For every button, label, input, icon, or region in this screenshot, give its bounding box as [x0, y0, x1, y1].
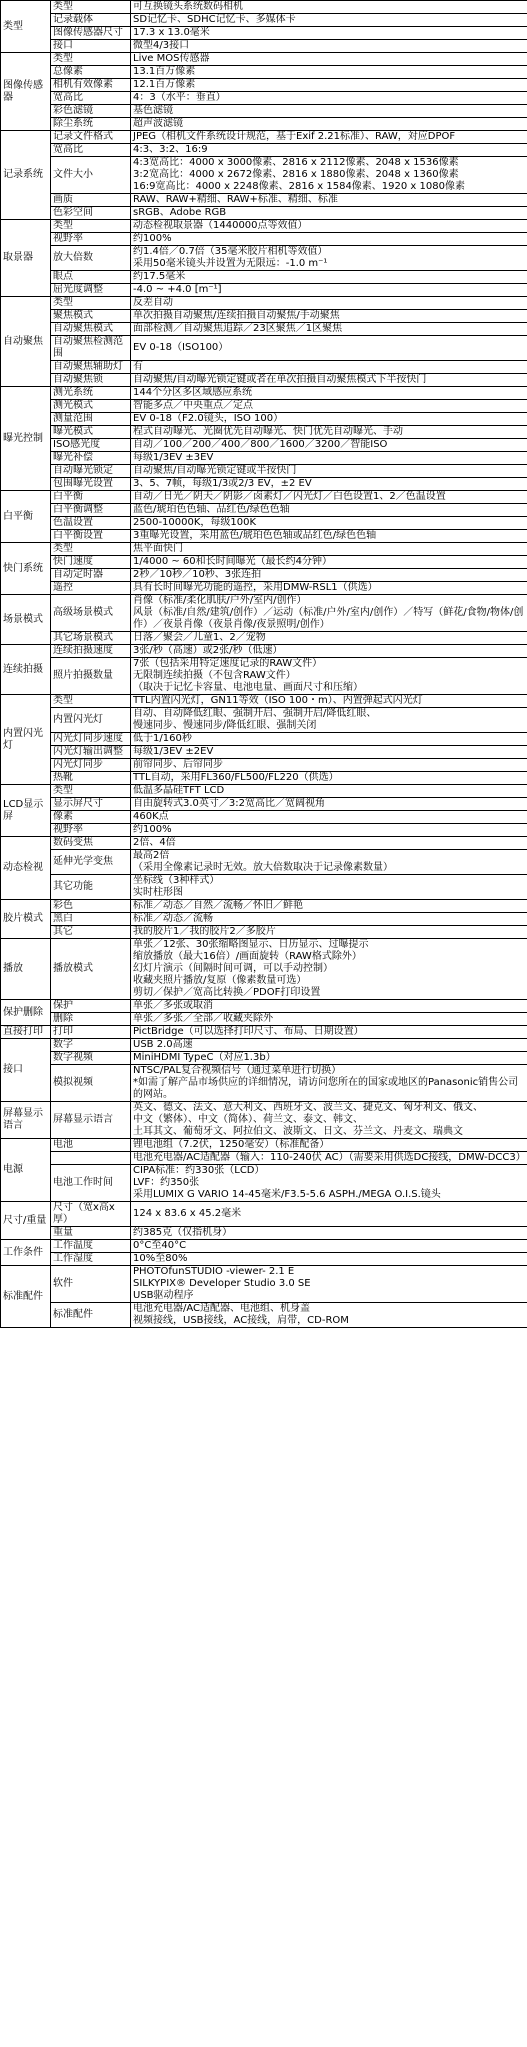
item-value-cell: SD记忆卡、SDHC记忆卡、多媒体卡: [131, 14, 527, 27]
spec-row: [1, 1139, 527, 1152]
value-line: 无限制连续拍摄（不包含RAW文件）: [133, 670, 296, 681]
item-value-cell: 10%至80%: [131, 1253, 527, 1266]
item-value-cell: EV 0-18（F2.0镜头，ISO 100）: [131, 413, 527, 426]
item-label-cell: 延伸光学变焦: [51, 850, 131, 875]
value-line: 土耳其文、葡萄牙文、阿拉伯文、波斯文、日文、芬兰文、丹麦文、瑞典文: [133, 1126, 463, 1137]
item-label-cell: 类型: [51, 695, 131, 708]
spec-row: [1, 595, 527, 632]
item-value-cell: USB 2.0高速: [131, 1039, 527, 1052]
item-value-cell: sRGB、Adobe RGB: [131, 207, 527, 220]
item-value-cell: 动态检视取景器（1440000点等效值）: [131, 220, 527, 233]
item-value-cell: 144个分区多区域感应系统: [131, 387, 527, 400]
item-value-cell: 锂电池组（7.2伏，1250毫安）（标准配备）: [131, 1139, 527, 1152]
spec-row: [1, 875, 527, 900]
item-label-cell: 电池: [51, 1139, 131, 1152]
item-label-cell: 打印: [51, 1026, 131, 1039]
spec-row: [1, 850, 527, 875]
category-cell: 自动聚焦: [1, 297, 51, 387]
item-value-cell: 面部检测／自动聚焦追踪／23区聚焦／1区聚焦: [131, 323, 527, 336]
item-label-cell: 除尘系统: [51, 118, 131, 131]
category-cell: 标准配件: [1, 1266, 51, 1328]
spec-row: [1, 14, 527, 27]
category-cell: 曝光控制: [1, 387, 51, 491]
item-label-cell: 自动聚焦模式: [51, 323, 131, 336]
item-label-cell: 类型: [51, 785, 131, 798]
item-label-cell: 白平衡调整: [51, 504, 131, 517]
item-value-cell: 智能多点／中央重点／定点: [131, 400, 527, 413]
spec-row: [1, 746, 527, 759]
spec-row: [1, 79, 527, 92]
value-line: 最高2倍: [133, 850, 170, 861]
item-label-cell: 自动定时器: [51, 569, 131, 582]
item-label-cell: 其它场景模式: [51, 632, 131, 645]
value-line: 肖像（标准/柔化肌肤/户外/室内/创作）: [133, 595, 307, 606]
spec-row: [1, 310, 527, 323]
item-label-cell: 数字视频: [51, 1052, 131, 1065]
item-value-cell: 12.1百万像素: [131, 79, 527, 92]
item-label-cell: 测量范围: [51, 413, 131, 426]
item-value-cell: 124 x 83.6 x 45.2毫米: [131, 1202, 527, 1227]
spec-row: [1, 53, 527, 66]
item-label-cell: 接口: [51, 40, 131, 53]
item-value-cell: 自动／日光／阴天／阴影／卤素灯／闪光灯／白色设置1、2／色温设置: [131, 491, 527, 504]
item-value-cell: MiniHDMI TypeC（对应1.3b）: [131, 1052, 527, 1065]
item-value-cell: [131, 1102, 527, 1139]
spec-row: [1, 900, 527, 913]
category-cell: 工作条件: [1, 1240, 51, 1266]
item-label-cell: 其它: [51, 926, 131, 939]
spec-row: [1, 556, 527, 569]
spec-row: [1, 66, 527, 79]
item-label-cell: 显示屏尺寸: [51, 798, 131, 811]
value-line: 坐标线（3种样式）: [133, 875, 220, 886]
value-line: 缩放播放（最大16倍）/画面旋转（RAW格式除外）: [133, 951, 362, 962]
category-cell: 记录系统: [1, 131, 51, 220]
spec-row: [1, 1165, 527, 1202]
item-label-cell: 闪光灯输出调整: [51, 746, 131, 759]
item-label-cell: 自动聚焦锁: [51, 374, 131, 387]
item-value-cell: 13.1百万像素: [131, 66, 527, 79]
value-line: LVF：约350张: [133, 1177, 200, 1188]
item-value-cell: EV 0-18（ISO100）: [131, 336, 527, 361]
item-value-cell: 我的胶片1／我的胶片2／多胶片: [131, 926, 527, 939]
value-line: 3:2宽高比：4000 x 2672像素、2816 x 1880像素、2048 x 1360像素: [133, 169, 459, 180]
spec-row: [1, 439, 527, 452]
item-label-cell: 测光系统: [51, 387, 131, 400]
spec-row: [1, 1052, 527, 1065]
item-value-cell: 基色滤镜: [131, 105, 527, 118]
spec-row: [1, 297, 527, 310]
spec-row: [1, 913, 527, 926]
value-line: 剪切／保护／宽高比转换／PDOF打印设置: [133, 987, 321, 998]
item-value-cell: 0°C至40°C: [131, 1240, 527, 1253]
spec-row: [1, 1240, 527, 1253]
value-line: 幻灯片演示（间隔时间可调，可以手动控制）: [133, 963, 333, 974]
value-line: 16:9宽高比：4000 x 2248像素、2816 x 1584像素、1920 x 1080像素: [133, 181, 465, 192]
item-label-cell: 视野率: [51, 233, 131, 246]
item-label-cell: 照片拍摄数量: [51, 658, 131, 695]
item-value-cell: 前帘同步、后帘同步: [131, 759, 527, 772]
spec-row: [1, 361, 527, 374]
spec-row: [1, 157, 527, 194]
item-label-cell: 电池工作时间: [51, 1165, 131, 1202]
item-label-cell: 闪光灯同步速度: [51, 733, 131, 746]
item-value-cell: 自动／100／200／400／800／1600／3200／智能ISO: [131, 439, 527, 452]
item-label-cell: 模拟视频: [51, 1065, 131, 1102]
value-line: 英文、德文、法文、意大利文、西班牙文、波兰文、捷克文、匈牙利文、俄文、: [133, 1102, 483, 1113]
spec-row: [1, 491, 527, 504]
category-cell: 图像传感器: [1, 53, 51, 131]
spec-row: [1, 194, 527, 207]
item-value-cell: 约100%: [131, 233, 527, 246]
spec-row: [1, 695, 527, 708]
item-value-cell: 日落／聚会／儿童1、2／宠物: [131, 632, 527, 645]
item-label-cell: 类型: [51, 1, 131, 14]
value-line: *如需了解产品市场供应的详细情况，请访问您所在的国家或地区的Panasonic销售公司的网站。: [133, 1077, 519, 1100]
spec-row: [1, 1152, 527, 1165]
spec-row: [1, 1253, 527, 1266]
value-line: 慢速同步、慢速同步/降低红眼、强制关闭: [133, 720, 317, 731]
item-value-cell: PictBridge（可以选择打印尺寸、布局、日期设置）: [131, 1026, 527, 1039]
item-value-cell: TTL自动，采用FL360/FL500/FL220（供选）: [131, 772, 527, 785]
category-cell: 屏幕显示语言: [1, 1102, 51, 1139]
category-cell: 连续拍摄: [1, 645, 51, 695]
item-value-cell: 自动聚焦/自动曝光锁定键或半按快门: [131, 465, 527, 478]
value-line: CIPA标准：约330张（LCD）: [133, 1165, 265, 1176]
item-label-cell: 白平衡: [51, 491, 131, 504]
item-label-cell: 自动曝光锁定: [51, 465, 131, 478]
spec-row: [1, 658, 527, 695]
spec-row: [1, 543, 527, 556]
item-value-cell: [131, 1303, 527, 1328]
spec-row: [1, 105, 527, 118]
item-label-cell: 像素: [51, 811, 131, 824]
item-value-cell: 程式自动曝光、光圈优先自动曝光、快门优先自动曝光、手动: [131, 426, 527, 439]
spec-row: [1, 336, 527, 361]
spec-row: [1, 40, 527, 53]
item-value-cell: [131, 939, 527, 1000]
item-label-cell: 记录载体: [51, 14, 131, 27]
item-label-cell: 文件大小: [51, 157, 131, 194]
spec-row: [1, 530, 527, 543]
spec-row: [1, 811, 527, 824]
item-label-cell: 图像传感器尺寸: [51, 27, 131, 40]
category-cell: 直接打印: [1, 1026, 51, 1039]
spec-row: [1, 246, 527, 271]
item-label-cell: 数码变焦: [51, 837, 131, 850]
item-value-cell: -4.0 ~ +4.0 [m⁻¹]: [131, 284, 527, 297]
spec-table-body: [1, 1, 527, 1328]
item-value-cell: 每级1/3EV ±2EV: [131, 746, 527, 759]
value-line: PHOTOfunSTUDIO -viewer- 2.1 E: [133, 1266, 295, 1277]
spec-row: [1, 131, 527, 144]
item-value-cell: [131, 875, 527, 900]
spec-row: [1, 1266, 527, 1303]
value-line: 电池充电器/AC适配器、电池组、机身盖: [133, 1303, 311, 1314]
item-label-cell: 聚焦模式: [51, 310, 131, 323]
spec-row: [1, 837, 527, 850]
category-cell: LCD显示屏: [1, 785, 51, 837]
item-label-cell: 屏幕显示语言: [51, 1102, 131, 1139]
spec-row: [1, 220, 527, 233]
item-value-cell: 约385克（仅指机身）: [131, 1227, 527, 1240]
category-cell: 尺寸/重量: [1, 1202, 51, 1240]
item-label-cell: 类型: [51, 53, 131, 66]
spec-row: [1, 939, 527, 1000]
item-value-cell: 低温多晶硅TFT LCD: [131, 785, 527, 798]
item-label-cell: 画质: [51, 194, 131, 207]
item-value-cell: 2500-10000K，每级100K: [131, 517, 527, 530]
item-label-cell: 曝光补偿: [51, 452, 131, 465]
item-label-cell: 类型: [51, 220, 131, 233]
item-value-cell: 反差自动: [131, 297, 527, 310]
item-value-cell: 4:3、3:2、16:9: [131, 144, 527, 157]
item-value-cell: 焦平面快门: [131, 543, 527, 556]
value-line: USB驱动程序: [133, 1290, 194, 1301]
item-label-cell: 记录文件格式: [51, 131, 131, 144]
value-line: 实时柱形图: [133, 887, 183, 898]
item-value-cell: [131, 246, 527, 271]
spec-row: [1, 426, 527, 439]
item-value-cell: [131, 1065, 527, 1102]
spec-row: [1, 465, 527, 478]
spec-row: [1, 759, 527, 772]
item-label-cell: 软件: [51, 1266, 131, 1303]
category-cell: 场景模式: [1, 595, 51, 645]
value-line: 4:3宽高比：4000 x 3000像素、2816 x 2112像素、2048 x 1536像素: [133, 157, 459, 168]
item-label-cell: 删除: [51, 1013, 131, 1026]
item-label-cell: 色温设置: [51, 517, 131, 530]
item-label-cell: 类型: [51, 543, 131, 556]
spec-row: [1, 374, 527, 387]
spec-row: [1, 1303, 527, 1328]
item-value-cell: [131, 595, 527, 632]
item-value-cell: [131, 708, 527, 733]
spec-row: [1, 284, 527, 297]
spec-row: [1, 400, 527, 413]
value-line: SILKYPIX® Developer Studio 3.0 SE: [133, 1278, 311, 1289]
value-line: NTSC/PAL复合视频信号（通过菜单进行切换）: [133, 1065, 342, 1076]
spec-row: [1, 207, 527, 220]
item-label-cell: 尺寸（宽x高x厚）: [51, 1202, 131, 1227]
spec-row: [1, 926, 527, 939]
item-value-cell: 标准／动态／自然／流畅／怀旧／鲜艳: [131, 900, 527, 913]
item-label-cell: [51, 1152, 131, 1165]
spec-row: [1, 1, 527, 14]
value-line: 约1.4倍／0.7倍（35毫米胶片相机等效值）: [133, 246, 328, 257]
value-line: 采用50毫米镜头并设置为无限远：-1.0 m⁻¹: [133, 258, 328, 269]
value-line: 中文（繁体）、中文（简体）、荷兰文、泰文、韩文、: [133, 1114, 363, 1125]
item-value-cell: 17.3 x 13.0毫米: [131, 27, 527, 40]
item-label-cell: 自动聚焦辅助灯: [51, 361, 131, 374]
spec-row: [1, 233, 527, 246]
item-label-cell: 视野率: [51, 824, 131, 837]
spec-row: [1, 452, 527, 465]
category-cell: 胶片模式: [1, 900, 51, 939]
value-line: 7张（包括采用特定速度记录的RAW文件）: [133, 658, 323, 669]
item-value-cell: 3张/秒（高速）或2张/秒（低速）: [131, 645, 527, 658]
item-value-cell: 标准／动态／流畅: [131, 913, 527, 926]
item-label-cell: 白平衡设置: [51, 530, 131, 543]
item-label-cell: 数字: [51, 1039, 131, 1052]
spec-row: [1, 478, 527, 491]
spec-row: [1, 1102, 527, 1139]
category-cell: 类型: [1, 1, 51, 53]
item-value-cell: 电池充电器/AC适配器（输入：110-240伏 AC）（需要采用供选DC接线，DMW-DCC3）: [131, 1152, 527, 1165]
item-label-cell: 内置闪光灯: [51, 708, 131, 733]
item-label-cell: 屈光度调整: [51, 284, 131, 297]
value-line: 视频接线，USB接线，AC接线，肩带，CD-ROM: [133, 1315, 349, 1326]
item-value-cell: 蓝色/琥珀色色轴、品红色/绿色色轴: [131, 504, 527, 517]
category-cell: 内置闪光灯: [1, 695, 51, 785]
item-value-cell: 单次拍摄自动聚焦/连续拍摄自动聚焦/手动聚焦: [131, 310, 527, 323]
spec-row: [1, 144, 527, 157]
value-line: 风景（标准/自然/建筑/创作）／运动（标准/户外/室内/创作）／特写（鲜花/食物/物体/创作）／夜景肖像（夜景肖像/夜景照明/创作）: [133, 607, 524, 630]
item-label-cell: 测光模式: [51, 400, 131, 413]
spec-row: [1, 798, 527, 811]
spec-row: [1, 824, 527, 837]
item-label-cell: 宽高比: [51, 144, 131, 157]
item-label-cell: 相机有效像素: [51, 79, 131, 92]
category-cell: 快门系统: [1, 543, 51, 595]
item-label-cell: 遥控: [51, 582, 131, 595]
spec-row: [1, 517, 527, 530]
item-value-cell: 自动聚焦/自动曝光锁定键或者在单次拍摄自动聚焦模式下半按快门: [131, 374, 527, 387]
item-label-cell: 曝光模式: [51, 426, 131, 439]
item-label-cell: 包围曝光设置: [51, 478, 131, 491]
item-label-cell: 热靴: [51, 772, 131, 785]
item-label-cell: 标准配件: [51, 1303, 131, 1328]
spec-row: [1, 582, 527, 595]
value-line: 收藏夹照片播放/复原（像素数量可选）: [133, 975, 307, 986]
category-cell: 接口: [1, 1039, 51, 1102]
category-cell: 电源: [1, 1139, 51, 1202]
spec-row: [1, 645, 527, 658]
category-cell: 保护删除: [1, 1000, 51, 1026]
item-value-cell: [131, 658, 527, 695]
item-value-cell: RAW、RAW+精细、RAW+标准、精细、标准: [131, 194, 527, 207]
category-cell: 取景器: [1, 220, 51, 297]
item-label-cell: 闪光灯同步: [51, 759, 131, 772]
item-value-cell: 微型4/3接口: [131, 40, 527, 53]
item-label-cell: 黑白: [51, 913, 131, 926]
item-label-cell: 自动聚焦检测范围: [51, 336, 131, 361]
item-value-cell: TTL内置闪光灯，GN11等效（ISO 100・m）、内置弹起式闪光灯: [131, 695, 527, 708]
spec-row: [1, 569, 527, 582]
value-line: 单张／12张、30张缩略图显示、日历显示、过曝提示: [133, 939, 369, 950]
item-value-cell: 约17.5毫米: [131, 271, 527, 284]
spec-row: [1, 323, 527, 336]
item-value-cell: 1/4000 ~ 60和长时间曝光（最长约4分钟）: [131, 556, 527, 569]
item-value-cell: 约100%: [131, 824, 527, 837]
spec-row: [1, 387, 527, 400]
item-label-cell: 快门速度: [51, 556, 131, 569]
spec-row: [1, 632, 527, 645]
item-label-cell: 宽高比: [51, 92, 131, 105]
spec-row: [1, 772, 527, 785]
spec-row: [1, 785, 527, 798]
item-label-cell: 连续拍摄速度: [51, 645, 131, 658]
item-value-cell: 单张／多张或取消: [131, 1000, 527, 1013]
spec-row: [1, 1202, 527, 1227]
spec-row: [1, 1000, 527, 1013]
spec-row: [1, 1227, 527, 1240]
item-label-cell: 播放模式: [51, 939, 131, 1000]
item-value-cell: 超声波滤镜: [131, 118, 527, 131]
item-label-cell: 彩色: [51, 900, 131, 913]
value-line: （取决于记忆卡容量、电池电量、画面尺寸和压缩）: [133, 682, 363, 693]
item-value-cell: 自由旋转式3.0英寸／3:2宽高比／宽阔视角: [131, 798, 527, 811]
spec-row: [1, 504, 527, 517]
item-value-cell: Live MOS传感器: [131, 53, 527, 66]
value-line: 采用LUMIX G VARIO 14-45毫米/F3.5-5.6 ASPH./MEGA O.I.S.镜头: [133, 1189, 441, 1200]
spec-row: [1, 27, 527, 40]
spec-row: [1, 1013, 527, 1026]
category-cell: 动态检视: [1, 837, 51, 900]
value-line: 自动、自动降低红眼、强制开启、强制开启/降低红眼、: [133, 708, 377, 719]
item-value-cell: 有: [131, 361, 527, 374]
item-value-cell: 低于1/160秒: [131, 733, 527, 746]
item-value-cell: 4：3（水平：垂直）: [131, 92, 527, 105]
item-label-cell: 高级场景模式: [51, 595, 131, 632]
category-cell: 白平衡: [1, 491, 51, 543]
item-value-cell: 2倍、4倍: [131, 837, 527, 850]
item-label-cell: 其它功能: [51, 875, 131, 900]
item-value-cell: [131, 1266, 527, 1303]
item-value-cell: [131, 850, 527, 875]
item-label-cell: 眼点: [51, 271, 131, 284]
spec-row: [1, 733, 527, 746]
item-value-cell: 可互换镜头系统数码相机: [131, 1, 527, 14]
item-label-cell: 彩色滤镜: [51, 105, 131, 118]
item-value-cell: 3、5、7帧，每级1/3或2/3 EV，±2 EV: [131, 478, 527, 491]
item-value-cell: 具有长时间曝光功能的遥控，采用DMW-RSL1（供选）: [131, 582, 527, 595]
item-label-cell: 放大倍数: [51, 246, 131, 271]
item-value-cell: JPEG（相机文件系统设计规范，基于Exif 2.21标准）、RAW，対应DPOF: [131, 131, 527, 144]
item-label-cell: 保护: [51, 1000, 131, 1013]
item-value-cell: 460K点: [131, 811, 527, 824]
item-label-cell: 类型: [51, 297, 131, 310]
item-value-cell: [131, 1165, 527, 1202]
value-line: （采用全像素记录时无效。放大倍数取决于记录像素数量）: [133, 862, 393, 873]
item-label-cell: 色彩空间: [51, 207, 131, 220]
item-value-cell: 每级1/3EV ±3EV: [131, 452, 527, 465]
item-label-cell: 工作湿度: [51, 1253, 131, 1266]
spec-row: [1, 118, 527, 131]
item-value-cell: [131, 157, 527, 194]
item-value-cell: 3重曝光设置，采用蓝色/琥珀色色轴或品红色/绿色色轴: [131, 530, 527, 543]
spec-row: [1, 1039, 527, 1052]
item-value-cell: 单张／多张／全部／收藏夹除外: [131, 1013, 527, 1026]
item-label-cell: 工作温度: [51, 1240, 131, 1253]
spec-row: [1, 271, 527, 284]
spec-row: [1, 92, 527, 105]
item-label-cell: 重量: [51, 1227, 131, 1240]
category-cell: 播放: [1, 939, 51, 1000]
spec-row: [1, 413, 527, 426]
item-label-cell: 总像素: [51, 66, 131, 79]
spec-row: [1, 708, 527, 733]
spec-row: [1, 1065, 527, 1102]
item-label-cell: ISO感光度: [51, 439, 131, 452]
spec-row: [1, 1026, 527, 1039]
item-value-cell: 2秒／10秒／10秒、3张连拍: [131, 569, 527, 582]
